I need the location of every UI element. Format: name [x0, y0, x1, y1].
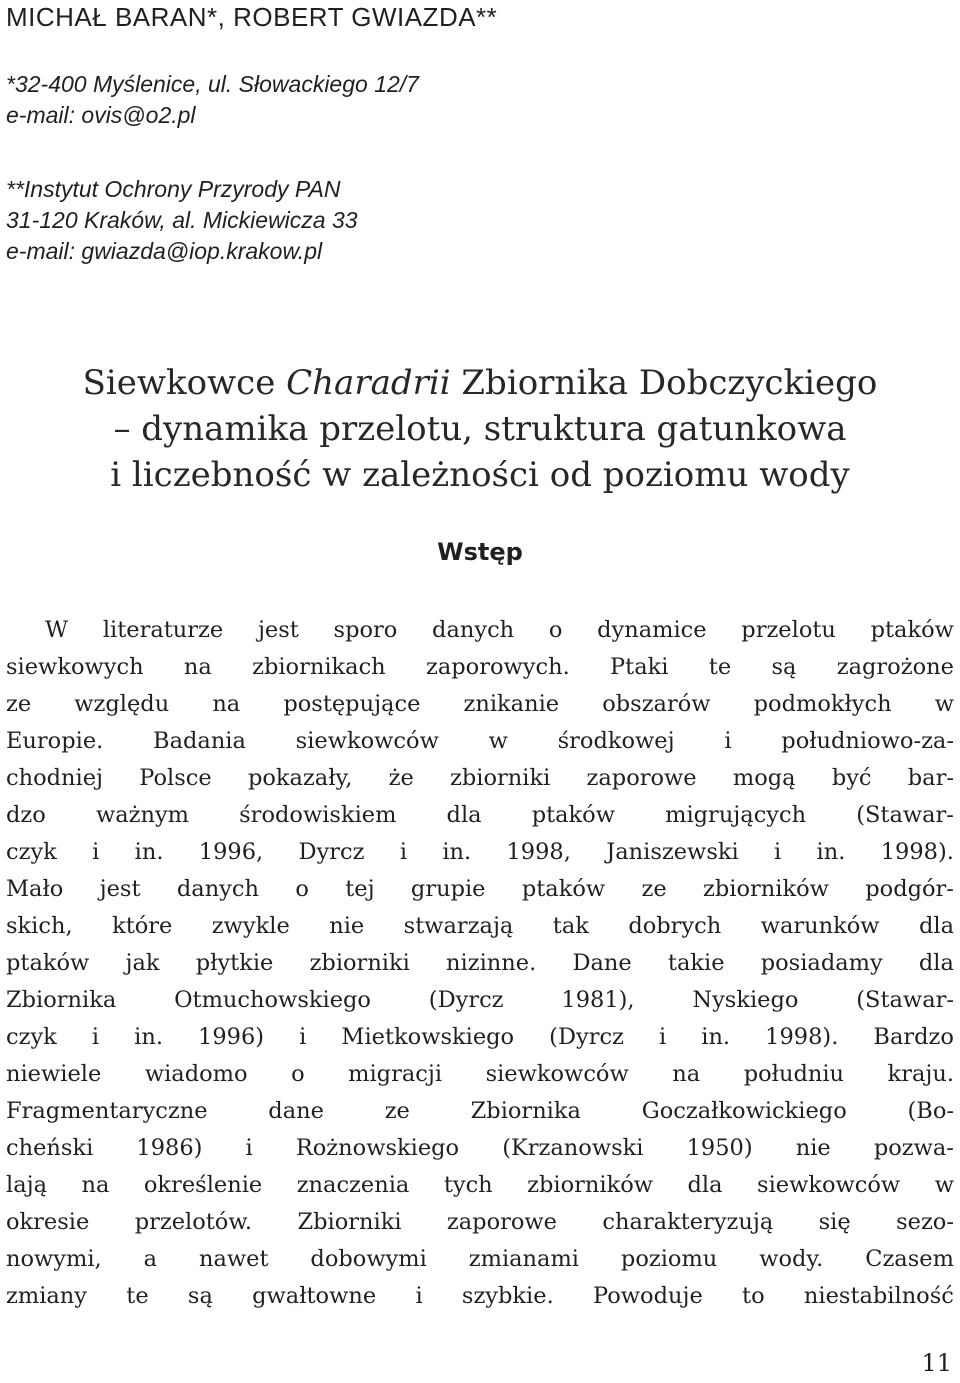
affiliation-1 [6, 69, 419, 131]
body-word: podgór- [865, 876, 954, 902]
body-word: Polsce [139, 765, 212, 791]
affiliation-2-institute: **Instytut Ochrony Przyrody PAN [6, 176, 341, 202]
body-word: nizinne. [446, 950, 537, 976]
title-line-3: i liczebność w zależności od poziomu wody [110, 455, 850, 495]
body-word: takie [667, 950, 725, 976]
body-word: warunków [760, 913, 880, 939]
body-word: są [771, 654, 797, 680]
body-word: o [291, 1061, 305, 1087]
body-line [6, 797, 954, 834]
body-word: in. [701, 1024, 731, 1050]
body-word: i [91, 1024, 100, 1050]
body-word: wody. [759, 1246, 824, 1272]
body-word: zbiornikach [252, 654, 386, 680]
body-word: migracji [348, 1061, 443, 1087]
body-word: Bardzo [873, 1024, 954, 1050]
body-word: przelotów. [134, 1209, 253, 1235]
body-word: płytkie [195, 950, 274, 976]
body-word: 1998, [506, 839, 571, 865]
body-word: ze [641, 876, 667, 902]
body-word: przelotu [741, 617, 836, 643]
body-word: tych [443, 1172, 493, 1198]
body-word: bar- [907, 765, 954, 791]
body-line [6, 723, 954, 760]
body-word: zagrożone [836, 654, 954, 680]
body-word: wiadomo [144, 1061, 248, 1087]
body-word: znikanie [463, 691, 560, 717]
body-word: Zbiorniki [297, 1209, 402, 1235]
body-word: chodniej [6, 765, 104, 791]
body-word: sezo- [896, 1209, 954, 1235]
title-line-2: – dynamika przelotu, struktura gatunkowa [113, 409, 847, 449]
body-word: in. [134, 839, 164, 865]
author-names: MICHAŁ BARAN*, ROBERT GWIAZDA** [6, 2, 498, 32]
body-word: migrujących [665, 802, 807, 828]
body-word: ważnym [95, 802, 190, 828]
body-word: (Krzanowski [502, 1135, 644, 1161]
body-word: i [245, 1135, 253, 1161]
body-word: Europie. [6, 728, 104, 754]
body-word: Zbiornika [470, 1098, 581, 1124]
body-word: zbiorniki [450, 765, 551, 791]
body-word: ptaków [870, 617, 954, 643]
body-word: być [831, 765, 872, 791]
body-word: są [187, 1283, 213, 1309]
body-word: zaporowych. [426, 654, 570, 680]
body-word: (Dyrcz [428, 987, 504, 1013]
body-word: (Bo- [907, 1098, 954, 1124]
body-word: grupie [410, 876, 486, 902]
body-word: 1996, [198, 839, 264, 865]
affiliation-1-address: *32-400 Myślenice, ul. Słowackiego 12/7 [6, 71, 419, 97]
body-word: siewkowców [295, 728, 439, 754]
body-word: i [774, 839, 782, 865]
body-word: znaczenia [296, 1172, 410, 1198]
body-word: tej [345, 876, 375, 902]
body-word: siewkowych [6, 654, 144, 680]
body-word: na [672, 1061, 701, 1087]
body-word: na [183, 654, 212, 680]
body-word: Fragmentaryczne [6, 1098, 208, 1124]
affiliation-2-address: 31-120 Kraków, al. Mickiewicza 33 [6, 207, 358, 233]
body-word: w [934, 1172, 954, 1198]
body-word: zwykle [211, 913, 290, 939]
title-line-1-start: Siewkowce [82, 363, 287, 403]
body-word: 1996) [198, 1024, 265, 1050]
body-word: dla [918, 950, 954, 976]
body-word: Otmuchowskiego [174, 987, 371, 1013]
body-word: Czasem [865, 1246, 954, 1272]
body-line [6, 1241, 954, 1278]
affiliation-2-email: e-mail: gwiazda@iop.krakow.pl [6, 238, 323, 264]
body-word: się [818, 1209, 851, 1235]
body-word: W [45, 617, 69, 643]
body-line [6, 1056, 954, 1093]
body-word: zbiorników [527, 1172, 654, 1198]
body-word: względu [74, 691, 170, 717]
body-word: Nyskiego [692, 987, 799, 1013]
title-taxon-italic: Charadrii [286, 363, 451, 403]
body-word: literaturze [102, 617, 224, 643]
body-word: siewkowców [485, 1061, 629, 1087]
body-word: zaporowe [446, 1209, 558, 1235]
body-word: Mietkowskiego [341, 1024, 515, 1050]
body-word: gwałtowne [252, 1283, 377, 1309]
title-line-1-end: Zbiornika Dobczyckiego [450, 363, 878, 403]
body-word: i [724, 728, 732, 754]
body-word: środowiskiem [239, 802, 397, 828]
body-word: że [388, 765, 414, 791]
body-word: czyk [6, 1024, 57, 1050]
body-word: danych [432, 617, 515, 643]
body-word: zaporowe [586, 765, 697, 791]
body-line [6, 1130, 954, 1167]
body-word: i [299, 1024, 307, 1050]
body-word: Janiszewski [606, 839, 739, 865]
affiliation-2 [6, 174, 358, 267]
body-word: jest [99, 876, 141, 902]
affiliation-1-email: e-mail: ovis@o2.pl [6, 102, 196, 128]
body-word: (Dyrcz [549, 1024, 624, 1050]
body-word: obszarów [602, 691, 711, 717]
body-word: a [143, 1246, 158, 1272]
body-text [6, 612, 954, 1315]
body-word: szybkie. [461, 1283, 554, 1309]
body-word: jest [257, 617, 299, 643]
body-line [6, 760, 954, 797]
body-word: nowymi, [6, 1246, 102, 1272]
body-word: skich, [6, 913, 73, 939]
body-word: Rożnowskiego [295, 1135, 460, 1161]
body-word: czyk [6, 839, 57, 865]
body-word: środkowej [557, 728, 675, 754]
body-word: na [81, 1172, 110, 1198]
body-word: ptaków [531, 802, 615, 828]
body-word: i [658, 1024, 667, 1050]
body-word: podmokłych [753, 691, 892, 717]
body-word: określenie [143, 1172, 263, 1198]
body-word: 1998). [880, 839, 954, 865]
body-word: Mało [6, 876, 64, 902]
body-word: w [488, 728, 508, 754]
body-line [6, 649, 954, 686]
body-word: w [934, 691, 954, 717]
body-word: dla [687, 1172, 723, 1198]
body-line [6, 1278, 954, 1315]
body-word: mogą [732, 765, 796, 791]
body-word: zmianami [468, 1246, 579, 1272]
body-line [6, 834, 954, 871]
body-word: in. [134, 1024, 163, 1050]
body-word: dzo [6, 802, 46, 828]
body-word: dynamice [597, 617, 707, 643]
body-word: nawet [198, 1246, 269, 1272]
body-word: danych [176, 876, 259, 902]
body-word: (Stawar- [856, 987, 954, 1013]
body-line [6, 686, 954, 723]
body-word: stwarzają [403, 913, 514, 939]
body-word: nie [329, 913, 365, 939]
body-word: dla [446, 802, 482, 828]
body-word: dla [918, 913, 954, 939]
body-word: te [126, 1283, 149, 1309]
body-word: i [92, 839, 100, 865]
body-word: Dyrcz [298, 839, 365, 865]
body-word: te [708, 654, 732, 680]
body-word: poziomu [620, 1246, 718, 1272]
body-word: siewkowców [757, 1172, 901, 1198]
body-word: sporo [333, 617, 398, 643]
body-line [6, 1093, 954, 1130]
body-line [6, 1204, 954, 1241]
body-word: nie [795, 1135, 831, 1161]
body-line [6, 871, 954, 908]
body-word: 1986) [136, 1135, 203, 1161]
body-word: które [112, 913, 173, 939]
body-word: ze [384, 1098, 410, 1124]
body-word: zbiorniki [309, 950, 410, 976]
body-word: 1981), [561, 987, 635, 1013]
body-word: 1998). [765, 1024, 839, 1050]
body-word: pokazały, [247, 765, 353, 791]
body-word: in. [816, 839, 846, 865]
body-word: południu [743, 1061, 845, 1087]
body-line [6, 1167, 954, 1204]
body-word: dobowymi [310, 1246, 427, 1272]
body-word: charakteryzują [602, 1209, 774, 1235]
body-word: kraju. [887, 1061, 954, 1087]
body-word: ptaków [6, 950, 90, 976]
section-heading: Wstęp [437, 538, 523, 566]
body-word: i [415, 1283, 423, 1309]
body-word: cheński [6, 1135, 94, 1161]
body-word: jak [125, 950, 160, 976]
body-word: południowo-za- [781, 728, 954, 754]
body-word: zbiorników [703, 876, 829, 902]
body-word: to [742, 1283, 765, 1309]
body-word: ze [6, 691, 32, 717]
body-word: i [399, 839, 408, 865]
body-word: tak [552, 913, 589, 939]
body-word: Goczałkowickiego [641, 1098, 847, 1124]
body-word: niestabilność [803, 1283, 954, 1309]
page-number: 11 [921, 1349, 952, 1377]
body-word: o [548, 617, 563, 643]
body-line [6, 982, 954, 1019]
body-word: niewiele [6, 1061, 102, 1087]
body-word: o [295, 876, 309, 902]
body-word: in. [442, 839, 472, 865]
body-word: zmiany [6, 1283, 88, 1309]
body-word: 1950) [686, 1135, 753, 1161]
body-word: pozwa- [873, 1135, 954, 1161]
body-word: lają [6, 1172, 48, 1198]
body-line [6, 945, 954, 982]
body-line [6, 1019, 954, 1056]
body-word: Powoduje [593, 1283, 703, 1309]
paper-title [0, 360, 960, 498]
body-word: (Stawar- [856, 802, 954, 828]
body-line [6, 908, 954, 945]
body-word: ptaków [521, 876, 606, 902]
body-word: Ptaki [610, 654, 669, 680]
body-word: Dane [572, 950, 632, 976]
body-word: posiadamy [760, 950, 883, 976]
body-line [6, 612, 954, 649]
body-word: postępujące [283, 691, 421, 717]
body-word: Zbiornika [6, 987, 117, 1013]
body-word: okresie [6, 1209, 90, 1235]
body-word: Badania [153, 728, 246, 754]
body-word: na [212, 691, 241, 717]
body-word: dobrych [628, 913, 722, 939]
body-word: dane [268, 1098, 324, 1124]
title-line-1 [0, 360, 960, 406]
